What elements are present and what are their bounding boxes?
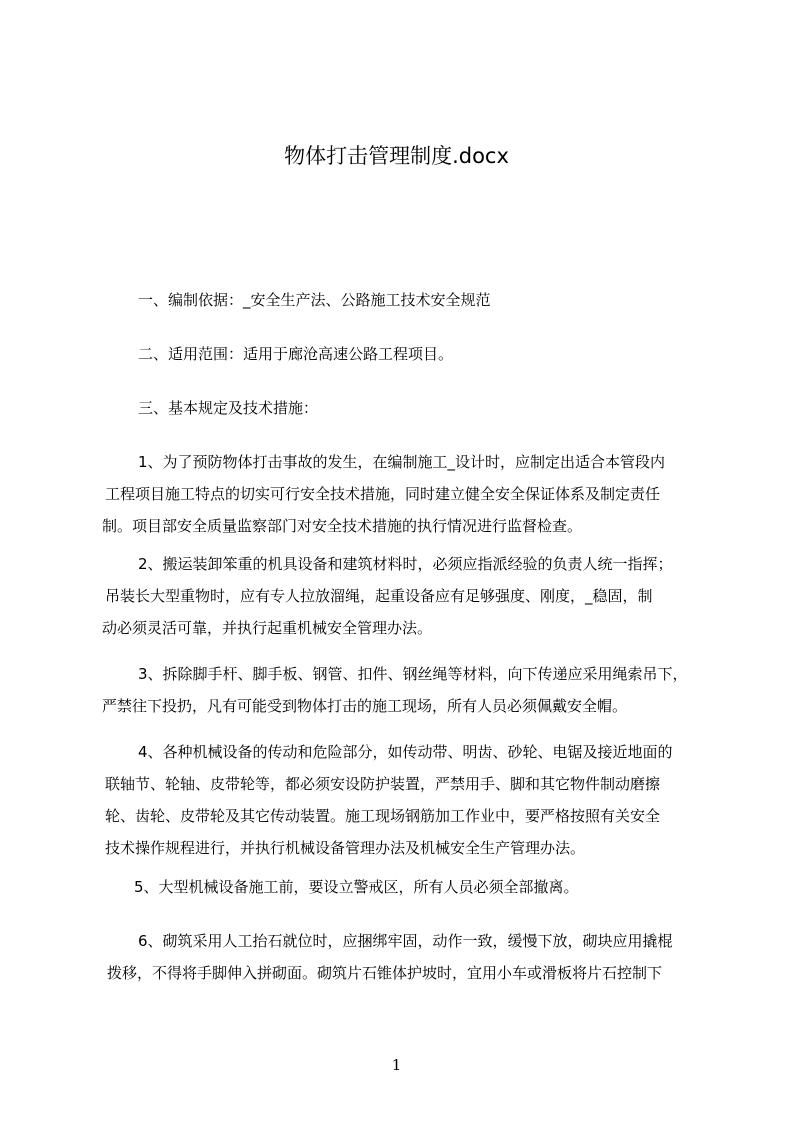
paragraph-line: 轮、齿轮、皮带轮及其它传动装置。施工现场钢筋加工作业中，要严格按照有关安全	[105, 807, 661, 825]
paragraph-1	[100, 446, 720, 542]
paragraph-line: 吊装长大型重物时，应有专人拉放溜绳，起重设备应有足够强度、刚度，_稳固，制	[105, 587, 653, 605]
paragraph-line: 制。项目部安全质量监察部门对安全技术措施的执行情况进行监督检查。	[102, 517, 583, 535]
paragraph-line: 1、为了预防物体打击事故的发生，在编制施工_设计时，应制定出适合本管段内	[138, 453, 666, 471]
paragraph-3	[100, 658, 720, 722]
paragraph-line: 联轴节、轮轴、皮带轮等，都必须安设防护装置，严禁用手、脚和其它物件制动磨擦	[105, 775, 661, 793]
paragraph-line: 2、搬运装卸笨重的机具设备和建筑材料时，必须应指派经验的负责人统一指挥；	[138, 555, 673, 573]
heading-basis: 一、编制依据：_安全生产法、公路施工技术安全规范	[138, 291, 491, 309]
paragraph-line: 工程项目施工特点的切实可行安全技术措施，同时建立健全安全保证体系及制定责任	[105, 485, 661, 503]
paragraph-line: 5、大型机械设备施工前，要设立警戒区，所有人员必须全部撤离。	[134, 878, 579, 896]
page-number: 1	[391, 1056, 402, 1074]
paragraph-line: 4、各种机械设备的传动和危险部分，如传动带、明齿、砂轮、电锯及接近地面的	[138, 743, 673, 761]
heading-regulations: 三、基本规定及技术措施：	[138, 399, 319, 417]
paragraph-line: 技术操作规程进行，并执行机械设备管理办法及机械安全生产管理办法。	[105, 839, 586, 857]
paragraph-line: 严禁往下投扔，凡有可能受到物体打击的施工现场，所有人员必须佩戴安全帽。	[102, 697, 628, 715]
heading-scope: 二、适用范围：适用于廊沧高速公路工程项目。	[138, 345, 454, 363]
paragraph-line: 3、拆除脚手杆、脚手板、钢管、扣件、钢丝绳等材料，向下传递应采用绳索吊下，	[138, 665, 688, 683]
paragraph-line: 拨移，不得将手脚伸入拼砌面。砌筑片石锥体护坡时，宜用小车或滑板将片石控制下	[107, 964, 663, 982]
paragraph-2	[100, 548, 720, 644]
paragraph-5	[100, 871, 720, 903]
paragraph-line: 6、砌筑采用人工抬石就位时，应捆绑牢固，动作一致，缓慢下放，砌块应用撬棍	[138, 932, 673, 950]
paragraph-4	[100, 736, 720, 864]
paragraph-line: 动必须灵活可靠，并执行起重机械安全管理办法。	[102, 619, 433, 637]
document-title: 物体打击管理制度.docx	[284, 144, 509, 168]
paragraph-6	[100, 925, 720, 989]
